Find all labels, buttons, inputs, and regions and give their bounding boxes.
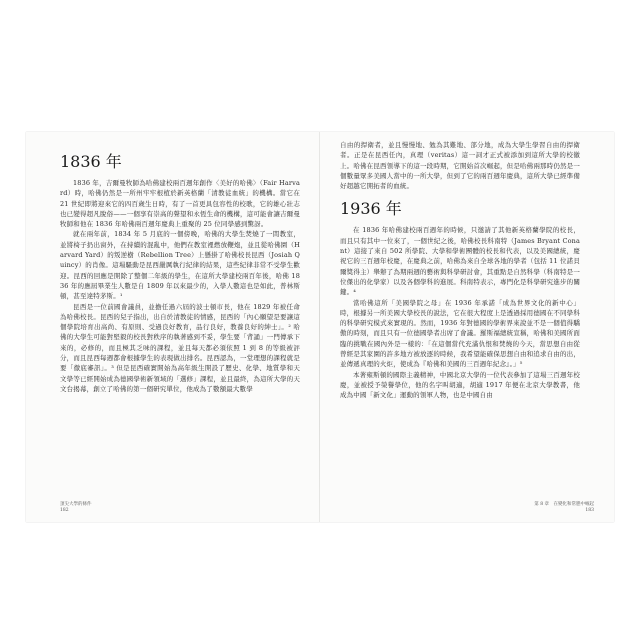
running-title: 頂尖大學的條件 <box>60 502 92 507</box>
page-number: 182 <box>60 508 69 513</box>
paragraph: 1836 年，吉爾曼牧師為哈佛建校兩百週年創作〈美好的哈佛〉（Fair Harvard）時，哈佛仍然是一所州牢牢根植於新英格蘭「清教徒血統」的機構。當它在 21 世紀即將迎來它的四百歲生日時，有了一首更具包容性的校歌，它的雄心壯志也已變得超凡脫俗——一個享有崇高的聲望和永恆生命的機構，這可能會讓吉爾曼牧師和他在 1836 年哈佛兩百週年慶典上重聚的 25 位同學感到驚訝。 <box>60 179 300 229</box>
right-page-footer <box>534 502 594 514</box>
book-spread <box>26 132 614 522</box>
section-heading-1936: 1936 年 <box>340 199 402 219</box>
paragraph: 昆西是一位前國會議員，並擔任過六屆的波士頓市長，他在 1829 年被任命為哈佛校長。昆西的兒子指出，出自於清教徒的情感，昆西的「內心願望是要讓這個學院培育出高尚、有原則、受過良好教育，品行良好，教養良好的紳士」。² 哈佛的大學生可能對堅毅的校長對秩序的執著感到不妥，學生要「背誦」一門傳承下來的，必修的，而且極其乏味的課程，並且每天都必須依照 1 到 8 的等級被評分，而且昆西每週都會根據學生的表現做出排名。昆西認為，一堂理想的課程就是要「徹底審訊」。³ 但是昆西確實開始為高年級生開設了歷史、化學、地質學和天文學等已經開始成為德國學術新領域的「選修」課程，並且最終，為這所大學的天文台揭幕，創立了哈佛的第一個研究單位，他成為了數額最大數學 <box>60 302 300 393</box>
left-text-column <box>60 142 300 394</box>
right-page <box>320 132 614 522</box>
paragraph: 在 1836 年哈佛建校兩百週年的時候，只邀請了其他新英格蘭學院的校長，而且只有其中一位來了，一個世紀之後，哈佛校長科南特（James Bryant Conant）這接了來自 502 所學院、大學和學術團體的校長和代表，以及美國總統，慶祝它的三百週年校慶，在慶典之前，哈佛為來自全球各地的學者（包括 11 位諾貝爾獎得主）舉辦了為期兩週的藝術與科學研討會，其重點是自然科學（科南特是一位傑出的化學家）以及各個學科的進展。科南特表示，專門化是科學研究進步的關鍵。⁴ <box>340 226 580 297</box>
left-page-footer <box>60 502 92 514</box>
left-page <box>26 132 320 522</box>
running-title: 第 8 章 在變化和常態中崛起 <box>534 502 594 507</box>
paragraph: 就在兩年前，1834 年 5 月底的一個傍晚，哈佛的大學生焚燒了一間教室，並將椅子扔出窗外，在持續的混亂中，他們在教室裡燃放鞭炮，並且從哈佛園（Harvard Yard）的叛逆樹（Rebellion Tree）上懸掛了哈佛校長昆西（Josiah Quincy）的肖像。這場騷動是昆西嚴厲執行紀律的結果，這些紀律非常不受學生歡迎。昆西的回應是開除了整個二年級的學生，在這所大學建校兩百年後，哈佛 1836 年的應屆畢業生人數是自 1809 年以來最少的，入學人數這也是如此，普林斯頓，甚至達特茅斯。¹ <box>60 230 300 301</box>
paragraph: 當哈佛這所「美國學院之母」在 1936 年承諾「成為世界文化的新中心」時，根據另一所美國大學校長的說法，它在很大程度上是透過採用德國在不同學科的科學研究模式來實現的。然而，1936 年對德國的學術界來說並不是一個值得驕傲的時刻，而且只有一位德國學者出席了會議。羅斯福總統宣稱，哈佛和美國所面臨的挑戰在國內外是一樣的：「在這個當代充滿仇恨和焚燒的今天，當思想自由從曾經是其家園的許多地方被放逐的時候，我希望能確保思想自由和追求自由的出，並傳遞真理的火炬，使成為『哈佛和美國的三百週年紀念』。」⁵ <box>340 298 580 369</box>
paragraph: 本著雍斯頓的國際主義精神，中國北京大學的一位代表參加了這場三百週年校慶，並被授予榮譽學位，他的名字叫胡適，胡適 1917 年便在北京大學教書，他成為中國「新文化」運動的領軍人物，也是中國自由 <box>340 370 580 400</box>
paragraph: 自由的捍衛者，並且慢慢地、勉為其難地、部分地，成為大學生學習自由的捍衛者。正是在昆西任內，真理（veritas）這一詞才正式被添加到這所大學的校徽上。哈佛在昆西領導下的這一段時期，它開始首次崛起，但是哈佛兩那時仍然是一個數量眾多美國人當中的一所大學，但到了它的兩百週年慶典，這所大學已經準備好超越它開拓者的血統。 <box>340 141 580 191</box>
page-number: 183 <box>585 508 594 513</box>
right-text-column <box>340 140 580 401</box>
section-heading-1836: 1836 年 <box>60 152 122 171</box>
